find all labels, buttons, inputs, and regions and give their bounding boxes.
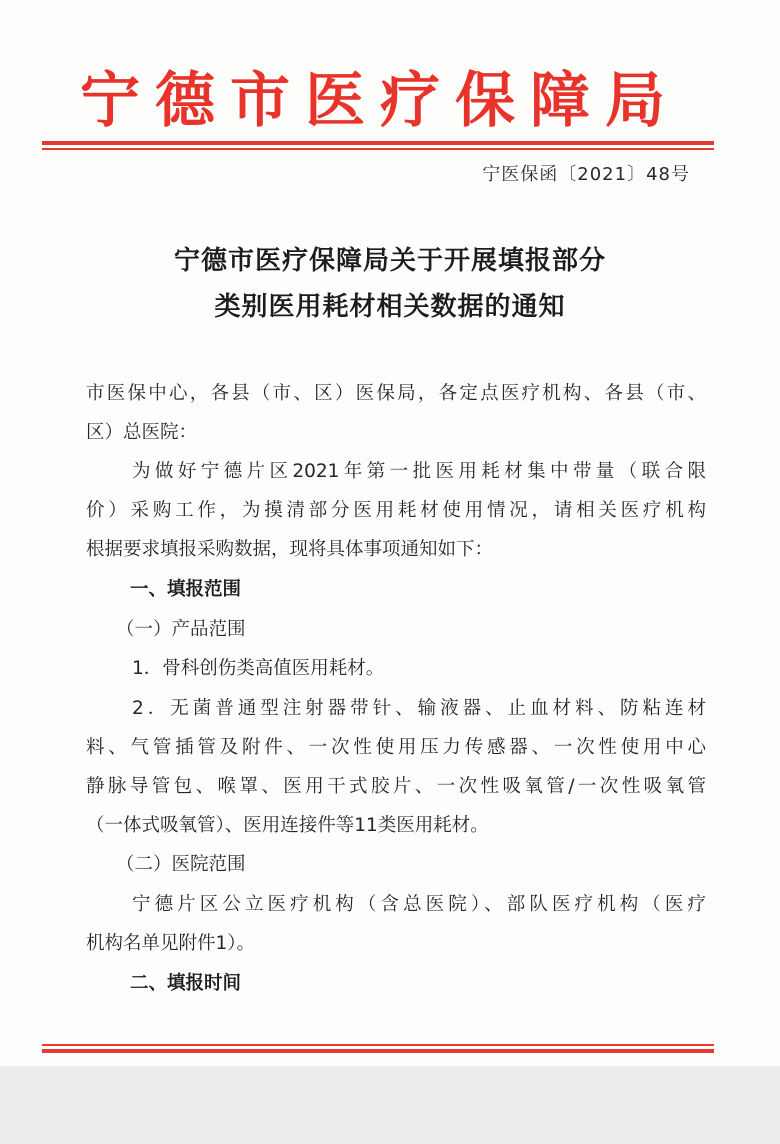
letterhead-title: 宁德市医疗保障局 bbox=[80, 66, 680, 136]
document-number: 宁医保函〔2021〕48号 bbox=[482, 164, 690, 185]
product-item-2-line-1: 2．无菌普通型注射器带针、输液器、止血材料、防粘连材 bbox=[132, 698, 706, 719]
product-item-1: 1．骨科创伤类高值医用耗材。 bbox=[132, 658, 385, 679]
subsection-heading-hospitals: （二）医院范围 bbox=[116, 854, 246, 875]
subsection-heading-products: （一）产品范围 bbox=[116, 619, 246, 640]
product-item-2-line-4: （一体式吸氧管）、医用连接件等11类医用耗材。 bbox=[86, 815, 489, 836]
addressee-line-2: 区）总医院： bbox=[86, 422, 198, 443]
hospital-scope-line-2: 机构名单见附件1）。 bbox=[86, 933, 256, 954]
product-item-2-line-2: 料、气管插管及附件、一次性使用压力传感器、一次性使用中心 bbox=[86, 737, 706, 758]
intro-line-3: 根据要求填报采购数据，现将具体事项通知如下： bbox=[86, 539, 494, 560]
notice-title-line-2: 类别医用耗材相关数据的通知 bbox=[214, 292, 566, 322]
footer-rule-thick bbox=[42, 1049, 714, 1053]
footer-rule-thin bbox=[42, 1044, 714, 1046]
notice-title-line-1: 宁德市医疗保障局关于开展填报部分 bbox=[173, 246, 606, 276]
page-background-strip bbox=[0, 1066, 780, 1144]
section-heading-scope: 一、填报范围 bbox=[130, 579, 242, 600]
addressee-line-1: 市医保中心，各县（市、区）医保局，各定点医疗机构、各县（市、 bbox=[86, 383, 706, 404]
hospital-scope-line-1: 宁德片区公立医疗机构（含总医院）、部队医疗机构（医疗 bbox=[132, 894, 706, 915]
letterhead-rule-thin bbox=[42, 148, 714, 150]
product-item-2-line-3: 静脉导管包、喉罩、医用干式胶片、一次性吸氧管/一次性吸氧管 bbox=[86, 776, 706, 797]
letterhead-rule-thick bbox=[42, 141, 714, 145]
intro-line-2: 价）采购工作，为摸清部分医用耗材使用情况，请相关医疗机构 bbox=[86, 500, 706, 521]
section-heading-time: 二、填报时间 bbox=[130, 973, 242, 994]
intro-line-1: 为做好宁德片区2021年第一批医用耗材集中带量（联合限 bbox=[132, 461, 706, 482]
